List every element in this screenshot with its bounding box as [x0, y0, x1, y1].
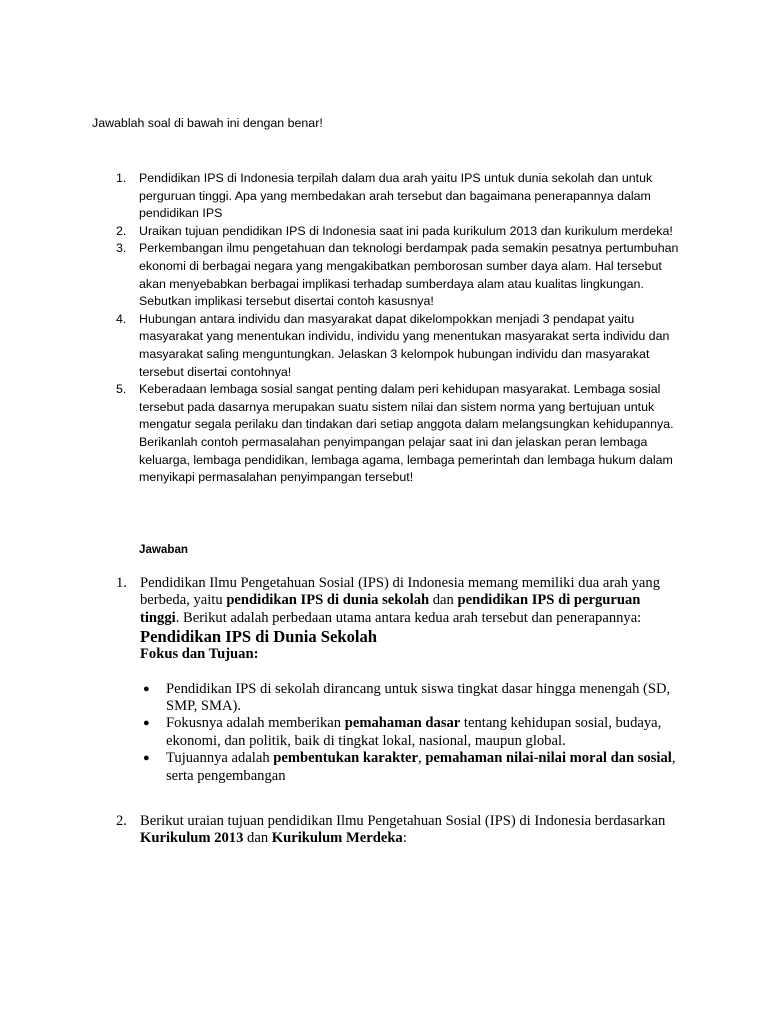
answer-body	[140, 575, 676, 785]
answer-emphasis: pendidikan IPS di dunia sekolah	[226, 592, 430, 609]
answer-number: 1.	[116, 575, 127, 591]
question-item	[92, 223, 682, 241]
question-number: 4.	[116, 311, 127, 326]
bullet-icon: ●	[143, 682, 150, 695]
answer-emphasis: Kurikulum Merdeka	[271, 830, 403, 847]
question-text: Pendidikan IPS di Indonesia terpilah dalam dua arah yaitu IPS untuk dunia sekolah dan untuk perguruan tinggi. Apa yang membedakan arah tersebut dan bagaimana penerapannya dalam pendidikan IPS	[139, 171, 653, 221]
bullet-item	[140, 750, 676, 785]
question-item	[92, 311, 682, 381]
question-list	[92, 170, 682, 487]
bullet-icon: ●	[143, 717, 150, 730]
question-number: 1.	[116, 171, 127, 185]
answer-paragraph	[140, 813, 676, 848]
question-item	[92, 170, 682, 223]
bullet-emphasis: pembentukan karakter	[273, 750, 419, 767]
question-text: Keberadaan lembaga sosial sangat penting dalam peri kehidupan masyarakat. Lembaga sosial tersebut pada dasarnya merupakan suatu sistem nilai dan sistem norma yang bertujuan untuk mengatur segala perilaku dan tindakan dari setiap anggota dalam melangsungkan kehidupannya. Berikanlah contoh permasalahan penyimpangan pelajar saat ini dan jelaskan peran lembaga keluarga, lembaga pendidikan, lembaga agama, lembaga pemerintah dan lembaga hukum dalam menyikapi permasalahan penyimpangan tersebut!	[139, 382, 674, 485]
answer-text: dan	[243, 830, 272, 847]
answer-text: Berikut uraian tujuan pendidikan Ilmu Pengetahuan Sosial (IPS) di Indonesia berdasarkan	[140, 813, 666, 829]
question-text: Perkembangan ilmu pengetahuan dan teknologi berdampak pada semakin pesatnya pertumbuhan ekonomi di berbagai negara yang mengakibatkan pemborosan sumber daya alam. Hal tersebut akan menyebabkan berbagai implikasi terhadap sumberdaya alam atau kualitas lingkungan. Sebutkan implikasi tersebut disertai contoh kasusnya!	[139, 241, 679, 309]
bullet-text: Tujuannya adalah	[166, 750, 274, 767]
bullet-text: tentang kehidupan sosial, budaya, ekonomi, dan politik, baik di tingkat lokal, nasional, maupun global.	[166, 715, 662, 749]
bullet-emphasis: pemahaman dasar	[344, 715, 461, 732]
question-item	[92, 381, 682, 487]
bullet-text: Fokusnya adalah memberikan	[166, 715, 345, 732]
answer-item	[116, 575, 676, 785]
answer-text: :	[402, 830, 407, 847]
answer-number: 2.	[116, 813, 127, 829]
answer-paragraph	[140, 575, 676, 627]
answer-emphasis: pendidikan IPS di perguruan tinggi	[140, 592, 641, 626]
question-number: 5.	[116, 382, 127, 397]
answer-text: dan	[429, 592, 458, 609]
question-number: 3.	[116, 241, 127, 256]
question-item	[92, 240, 682, 310]
bullet-text: , serta pengembangan	[166, 750, 676, 784]
answer-text: Pendidikan Ilmu Pengetahuan Sosial (IPS) di Indonesia memang memiliki dua arah yang berbeda, yaitu	[140, 575, 661, 609]
bullet-icon: ●	[143, 752, 150, 765]
answer-emphasis: Kurikulum 2013	[140, 830, 244, 847]
bullet-emphasis: pemahaman nilai-nilai moral dan sosial	[425, 750, 672, 767]
bullet-text: Pendidikan IPS di sekolah dirancang untuk siswa tingkat dasar hingga menengah (SD, SMP, SMA).	[166, 680, 671, 715]
instruction-text: Jawablah soal di bawah ini dengan benar!	[92, 116, 323, 130]
question-text: Hubungan antara individu dan masyarakat dapat dikelompokkan menjadi 3 pendapat yaitu masyarakat yang menentukan individu, individu yang menentukan masyarakat serta individu dan masyarakat saling menguntungkan. Jelaskan 3 kelompok hubungan individu dan masyarakat tersebut disertai contohnya!	[139, 311, 670, 379]
answer-text: . Berikut adalah perbedaan utama antara kedua arah tersebut dan penerapannya:	[175, 609, 642, 626]
bullet-item	[140, 715, 676, 750]
section-heading: Pendidikan IPS di Dunia Sekolah	[140, 627, 378, 647]
answer-section-label: Jawaban	[139, 543, 188, 556]
question-text: Uraikan tujuan pendidikan IPS di Indonesia saat ini pada kurikulum 2013 dan kurikulum merdeka!	[139, 223, 673, 238]
bullet-list	[140, 681, 676, 785]
bullet-text: ,	[418, 750, 426, 767]
answer-item	[116, 813, 676, 848]
bullet-item	[140, 681, 676, 716]
answer-body	[140, 813, 676, 848]
question-number: 2.	[116, 223, 127, 238]
section-subheading: Fokus dan Tujuan:	[140, 646, 259, 663]
